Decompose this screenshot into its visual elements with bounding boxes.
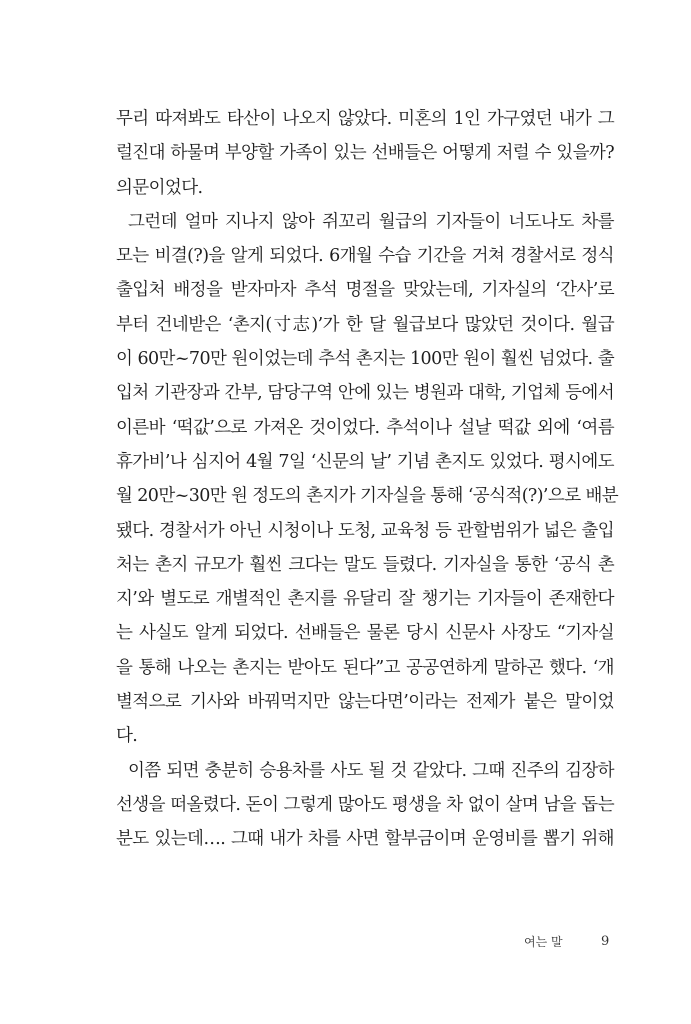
text-line: 휴가비’나 심지어 4월 7일 ‘신문의 날’ 기념 촌지도 있었다. 평시에도 xyxy=(116,451,614,472)
text-line: 이른바 ‘떡값’으로 가져온 것이었다. 추석이나 설날 떡값 외에 ‘여름 xyxy=(116,417,614,438)
text-line: 처는 촌지 규모가 훨씬 크다는 말도 들렸다. 기자실을 통한 ‘공식 촌 xyxy=(116,554,614,575)
text-line: 별적으로 기사와 바꿔먹지만 않는다면’이라는 전제가 붙은 말이었 xyxy=(116,692,614,713)
text-line: 그런데 얼마 지나지 않아 쥐꼬리 월급의 기자들이 너도나도 차를 xyxy=(128,211,614,232)
text-line: 지’와 별도로 개별적인 촌지를 유달리 잘 챙기는 기자들이 존재한다 xyxy=(116,589,614,610)
text-line: 부터 건네받은 ‘촌지(寸志)’가 한 달 월급보다 많았던 것이다. 월급 xyxy=(116,314,614,335)
text-line: 럴진대 하물며 부양할 가족이 있는 선배들은 어떻게 저럴 수 있을까? xyxy=(116,143,614,164)
text-line: 무리 따져봐도 타산이 나오지 않았다. 미혼의 1인 가구였던 내가 그 xyxy=(116,109,614,129)
text-line: 는 사실도 알게 되었다. 선배들은 물론 당시 신문사 사장도 “기자실 xyxy=(116,623,614,644)
text-line: 을 통해 나오는 촌지는 받아도 된다”고 공공연하게 말하곤 했다. ‘개 xyxy=(116,657,614,678)
text-line: 됐다. 경찰서가 아닌 시청이나 도청, 교육청 등 관할범위가 넓은 출입 xyxy=(116,520,614,541)
text-line: 분도 있는데…. 그때 내가 차를 사면 할부금이며 운영비를 뽑기 위해 xyxy=(116,829,614,850)
text-line: 선생을 떠올렸다. 돈이 그렇게 많아도 평생을 차 없이 살며 남을 돕는 xyxy=(116,794,614,815)
page-footer xyxy=(0,932,691,956)
text-line: 모는 비결(?)을 알게 되었다. 6개월 수습 기간을 거쳐 경찰서로 정식 xyxy=(116,246,614,267)
text-line: 의문이었다. xyxy=(116,177,203,198)
text-line: 다. xyxy=(116,726,138,747)
text-line: 출입처 배정을 받자마자 추석 명절을 맞았는데, 기자실의 ‘간사’로 xyxy=(116,280,614,301)
page-number: 9 xyxy=(601,934,610,949)
text-line: 월 20만~30만 원 정도의 촌지가 기자실을 통해 ‘공식적(?)’으로 배분 xyxy=(116,486,619,507)
running-head: 여는 말 xyxy=(524,935,563,949)
text-line: 이쯤 되면 충분히 승용차를 사도 될 것 같았다. 그때 진주의 김장하 xyxy=(128,760,614,781)
paragraph-3 xyxy=(116,754,614,857)
paragraph-2 xyxy=(116,205,619,754)
paragraph-1 xyxy=(116,102,614,205)
text-line: 입처 기관장과 간부, 담당구역 안에 있는 병원과 대학, 기업체 등에서 xyxy=(116,383,614,404)
body-text xyxy=(116,102,619,857)
text-line: 이 60만~70만 원이었는데 추석 촌지는 100만 원이 훨씬 넘었다. 출 xyxy=(116,349,614,370)
